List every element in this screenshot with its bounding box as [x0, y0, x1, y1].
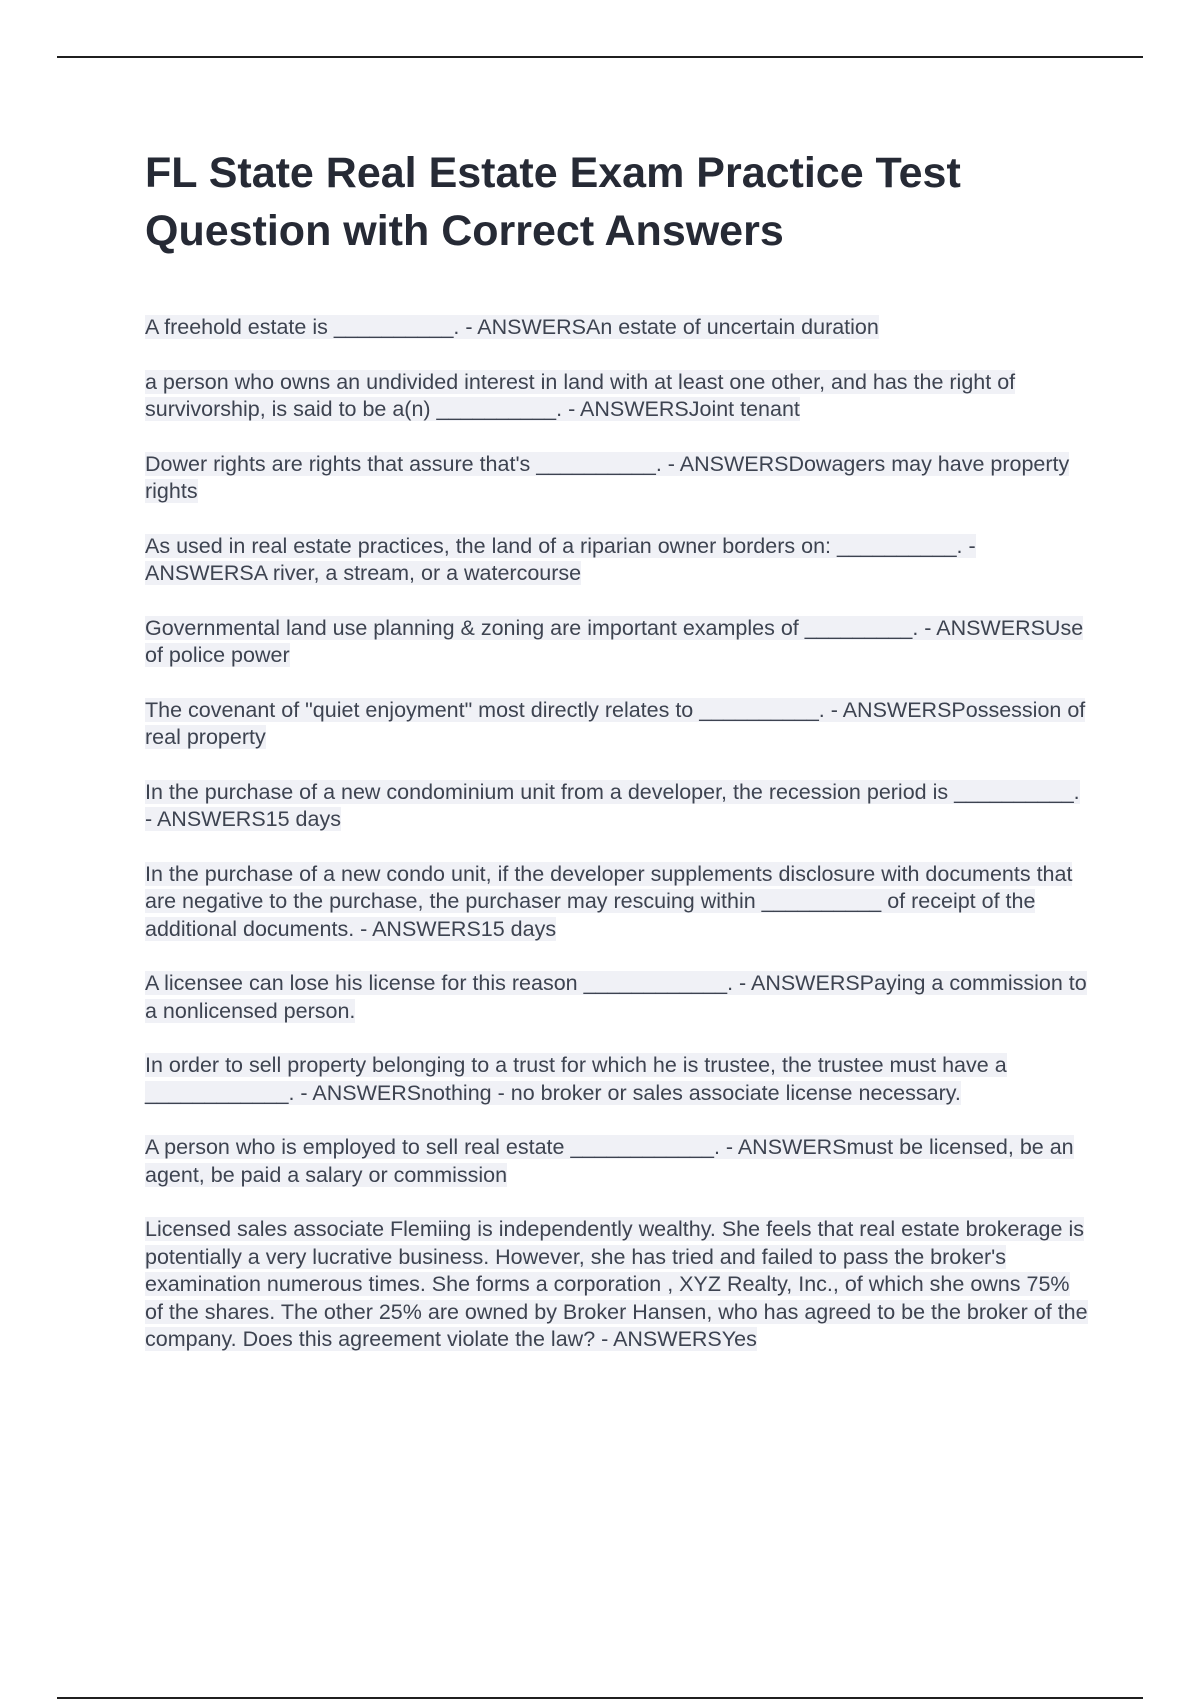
question-item: [145, 369, 1090, 424]
question-text: Governmental land use planning & zoning are important examples of _________. - ANSWERSUse of police power: [145, 615, 1084, 667]
question-text: In the purchase of a new condo unit, if the developer supplements disclosure with documents that are negative to the purchase, the purchaser may rescuing within __________ of receipt of the additional documents. - ANSWERS15 days: [145, 861, 1073, 941]
question-item: [145, 1134, 1090, 1189]
question-item: [145, 615, 1090, 670]
question-text: A freehold estate is __________. - ANSWERSAn estate of uncertain duration: [145, 315, 879, 339]
question-text: In order to sell property belonging to a trust for which he is trustee, the trustee must have a ____________. - ANSWERSnothing - no broker or sales associate license necessary.: [145, 1053, 1007, 1105]
question-item: [145, 533, 1090, 588]
question-item: [145, 779, 1090, 834]
question-item: [145, 451, 1090, 506]
question-text: a person who owns an undivided interest in land with at least one other, and has the right of survivorship, is said to be a(n) __________. - ANSWERSJoint tenant: [145, 369, 1016, 421]
top-rule: [57, 56, 1143, 58]
question-item: [145, 970, 1090, 1025]
question-text: A person who is employed to sell real estate ____________. - ANSWERSmust be licensed, be an agent, be paid a salary or commission: [145, 1135, 1074, 1187]
page-title: FL State Real Estate Exam Practice Test Question with Correct Answers: [145, 149, 961, 255]
question-item: [145, 697, 1090, 752]
bottom-rule: [57, 1697, 1143, 1699]
question-text: Licensed sales associate Flemiing is independently wealthy. She feels that real estate brokerage is potentially a very lucrative business. However, she has tried and failed to pass the broker's examination numerous times. She forms a corporation , XYZ Realty, Inc., of which she owns 75% of the shares. The other 25% are owned by Broker Hansen, who has agreed to be the broker of the company. Does this agreement violate the law? - ANSWERSYes: [145, 1217, 1088, 1351]
question-text: The covenant of "quiet enjoyment" most directly relates to __________. - ANSWERSPossession of real property: [145, 697, 1086, 749]
question-text: In the purchase of a new condominium unit from a developer, the recession period is __________. - ANSWERS15 days: [145, 779, 1080, 831]
question-text: A licensee can lose his license for this reason ____________. - ANSWERSPaying a commission to a nonlicensed person.: [145, 971, 1087, 1023]
question-item: [145, 861, 1090, 944]
question-text: As used in real estate practices, the land of a riparian owner borders on: __________. - ANSWERSA river, a stream, or a watercourse: [145, 533, 976, 585]
question-item: [145, 1216, 1090, 1354]
question-list: [145, 314, 1090, 1354]
question-text: Dower rights are rights that assure that's __________. - ANSWERSDowagers may have property rights: [145, 451, 1070, 503]
question-item: [145, 1052, 1090, 1107]
question-item: [145, 314, 1090, 342]
document-body: [145, 144, 1090, 1381]
